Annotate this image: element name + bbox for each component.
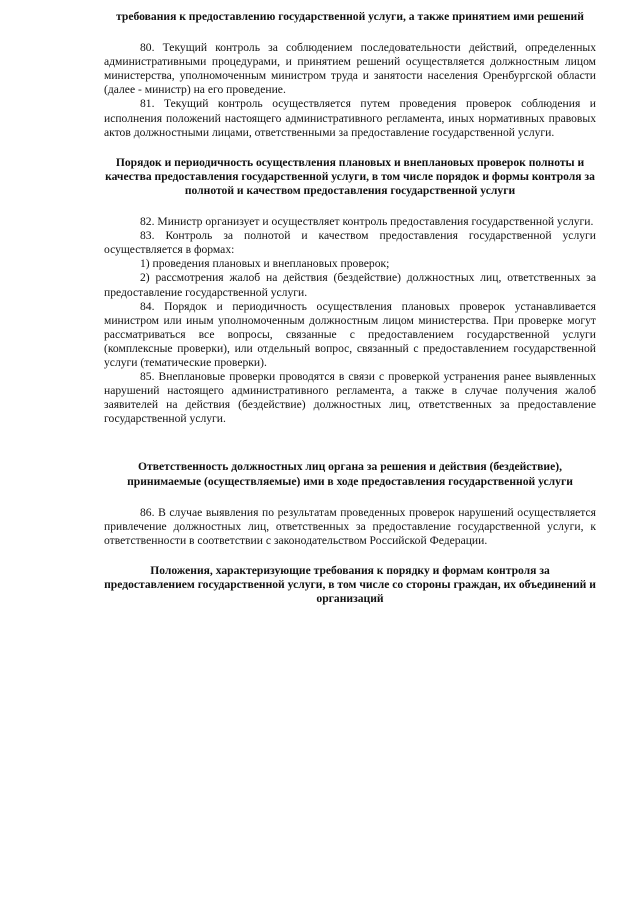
paragraph-86: 86. В случае выявления по результатам проведенных проверок нарушений осуществляется привлечение должностных лиц, ответственных за предоставление государственной услуги, к ответственности в соответствии с законодательством Российской Федерации.: [104, 505, 596, 547]
section-heading-inspections: Порядок и периодичность осуществления плановых и внеплановых проверок полноты и качества предоставления государственной услуги, в том числе порядок и формы контроля за полнотой и качеством предоставления государственной услуги: [105, 155, 595, 197]
paragraph-80: 80. Текущий контроль за соблюдением последовательности действий, определенных административными процедурами, и принятием решений осуществляется должностным лицом министерства, уполномоченным министром труда и занятости населения Оренбургской области (далее - министр) на его проведение.: [104, 41, 596, 97]
section-heading-top: требования к предоставлению государственной услуги, а также принятием ими решений: [116, 10, 584, 23]
paragraph-83: 83. Контроль за полнотой и качеством предоставления государственной услуги осуществляется в формах:: [104, 229, 596, 257]
paragraph-83-item-2: 2) рассмотрения жалоб на действия (бездействие) должностных лиц, ответственных за предоставление государственной услуги.: [104, 271, 596, 299]
paragraph-85: 85. Внеплановые проверки проводятся в связи с проверкой устранения ранее выявленных нарушений настоящего административного регламента, а также в случае получения жалоб заявителей на действия (бездействие) должностных лиц, ответственных за предоставление государственной услуги.: [104, 370, 596, 426]
paragraph-84: 84. Порядок и периодичность осуществления плановых проверок устанавливается министром или иным уполномоченным должностным лицом министерства. При проверке могут рассматриваться все вопросы, связанные с предоставлением государственной услуги (комплексные проверки), или отдельный вопрос, связанный с предоставлением государственной услуги (тематические проверки).: [104, 299, 596, 369]
section-heading-responsibility: Ответственность должностных лиц органа за решения и действия (бездействие), принимаемые (осуществляемые) ими в ходе предоставления государственной услуги: [127, 460, 573, 488]
paragraph-83-item-1: 1) проведения плановых и внеплановых проверок;: [140, 257, 390, 271]
paragraph-81: 81. Текущий контроль осуществляется путем проведения проверок соблюдения и исполнения положений настоящего административного регламента, иных нормативных правовых актов должностными лицами, ответственными за предоставление государственной услуги.: [104, 97, 596, 139]
document-content: [104, 10, 596, 606]
paragraph-82: 82. Министр организует и осуществляет контроль предоставления государственной услуги.: [140, 215, 594, 229]
section-heading-control-provisions: Положения, характеризующие требования к порядку и формам контроля за предоставлением государственной услуги, в том числе со стороны граждан, их объединений и организаций: [104, 563, 596, 606]
